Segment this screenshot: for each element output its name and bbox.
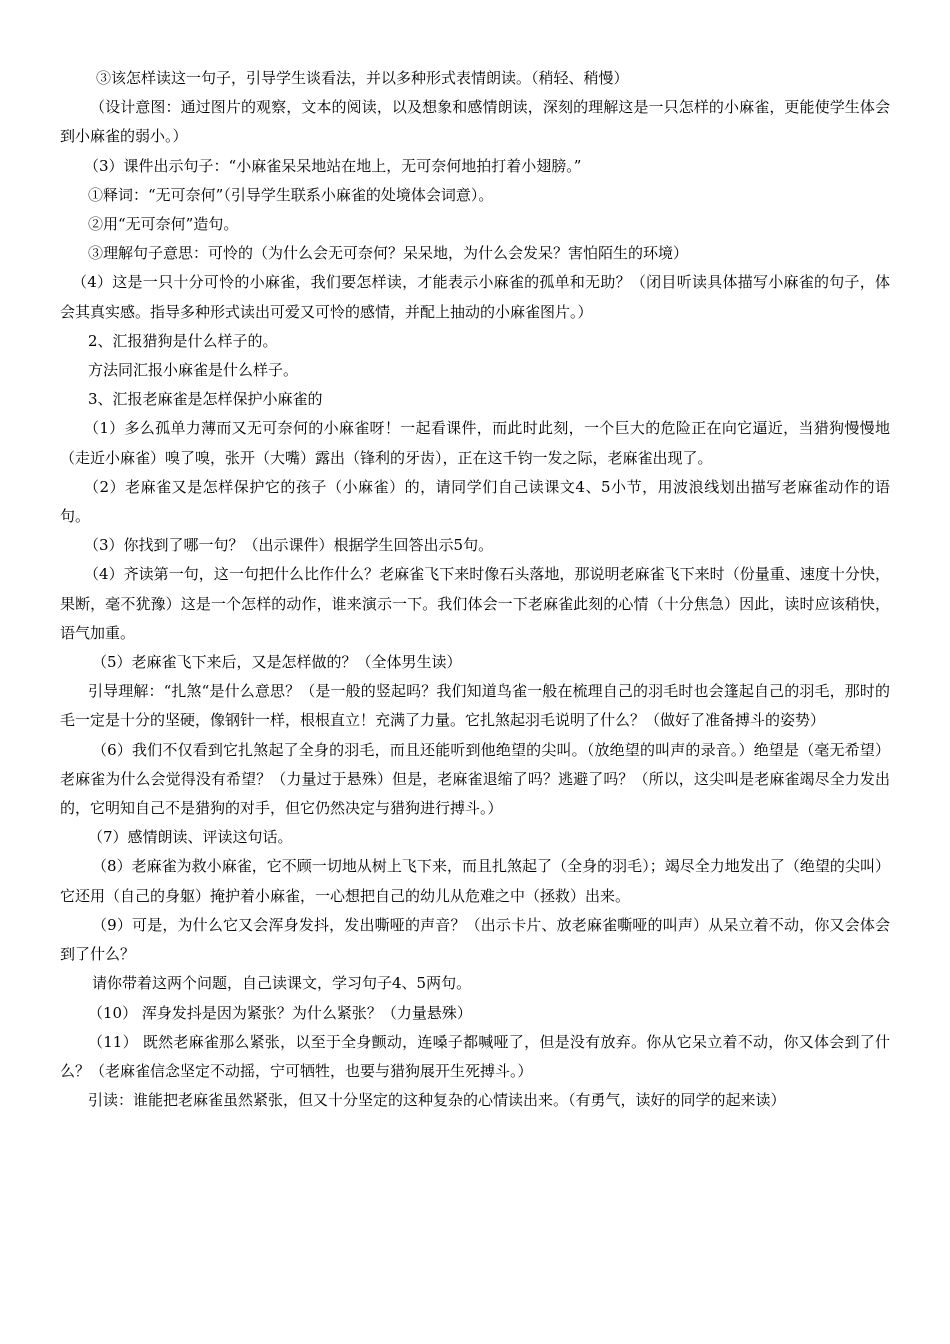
paragraph: 请你带着这两个问题，自己读课文，学习句子4、5两句。 bbox=[92, 974, 472, 993]
paragraph: （6）我们不仅看到它扎煞起了全身的羽毛，而且还能听到他绝望的尖叫。（放绝望的叫声的录音。）绝望是（毫无希望）老麻雀为什么会觉得没有希望？（力量过于悬殊）但是，老麻雀退缩了吗？逃避了吗？（所以，这尖叫是老麻雀竭尽全力发出的，它明知自己不是猎狗的对手，但它仍然决定与猎狗进行搏斗。） bbox=[60, 740, 890, 818]
paragraph: （5）老麻雀飞下来后，又是怎样做的？（全体男生读） bbox=[92, 653, 462, 672]
paragraph: （7）感情朗读、评读这句话。 bbox=[88, 828, 293, 847]
paragraph: 方法同汇报小麻雀是什么样子。 bbox=[88, 361, 299, 380]
document-page bbox=[60, 64, 890, 1115]
paragraph: （10） 浑身发抖是因为紧张？为什么紧张？（力量悬殊） bbox=[88, 1003, 472, 1022]
paragraph: （2）老麻雀又是怎样保护它的孩子（小麻雀）的，请同学们自己读课文4、5小节，用波浪线划出描写老麻雀动作的语句。 bbox=[60, 477, 890, 526]
paragraph: （9）可是，为什么它又会浑身发抖，发出嘶哑的声音？（出示卡片、放老麻雀嘶哑的叫声）从呆立着不动，你又会体会到了什么？ bbox=[60, 915, 890, 964]
paragraph: 引读：谁能把老麻雀虽然紧张，但又十分坚定的这种复杂的心情读出来。（有勇气，读好的同学的起来读） bbox=[88, 1091, 786, 1110]
paragraph: （11） 既然老麻雀那么紧张，以至于全身颤动，连嗓子都喊哑了，但是没有放弃。你从它呆立着不动，你又体会到了什么？（老麻雀信念坚定不动摇，宁可牺牲，也要与猎狗展开生死搏斗。） bbox=[60, 1032, 890, 1080]
paragraph: （4）齐读第一句，这一句把什么比作什么？老麻雀飞下来时像石头落地，那说明老麻雀飞下来时（份量重、速度十分快，果断，毫不犹豫）这是一个怎样的动作，谁来演示一下。我们体会一下老麻雀此刻的心情（十分焦急）因此，读时应该稍快，语气加重。 bbox=[60, 565, 890, 642]
paragraph: （3）课件出示句子：“小麻雀呆呆地站在地上，无可奈何地拍打着小翅膀。” bbox=[84, 156, 582, 175]
paragraph: 2、汇报猎狗是什么样子的。 bbox=[88, 331, 278, 350]
paragraph: （1）多么孤单力薄而又无可奈何的小麻雀呀！一起看课件，而此时此刻，一个巨大的危险正在向它逼近，当猎狗慢慢地（走近小麻雀）嗅了嗅，张开（大嘴）露出（锋利的牙齿），正在这千钧一发之际，老麻雀出现了。 bbox=[60, 419, 890, 467]
paragraph: （设计意图：通过图片的观察，文本的阅读，以及想象和感情朗读，深刻的理解这是一只怎样的小麻雀，更能使学生体会到小麻雀的弱小。） bbox=[60, 98, 890, 146]
paragraph: ②用“无可奈何”造句。 bbox=[88, 215, 239, 234]
paragraph: （3）你找到了哪一句？（出示课件）根据学生回答出示5句。 bbox=[84, 536, 494, 555]
paragraph: 3、汇报老麻雀是怎样保护小麻雀的 bbox=[88, 390, 323, 409]
paragraph: ③该怎样读这一句子，引导学生谈看法，并以多种形式表情朗读。（稍轻、稍慢） bbox=[96, 69, 629, 87]
paragraph: （8）老麻雀为救小麻雀，它不顾一切地从树上飞下来，而且扎煞起了（全身的羽毛）；竭尽全力地发出了（绝望的尖叫）它还用（自己的身躯）掩护着小麻雀，一心想把自己的幼儿从危难之中（拯救）出来。 bbox=[60, 857, 890, 905]
paragraph: 引导理解：“扎煞“是什么意思？（是一般的竖起吗？我们知道鸟雀一般在梳理自己的羽毛时也会篷起自己的羽毛，那时的毛一定是十分的坚硬，像钢针一样，根根直立！充满了力量。它扎煞起羽毛说明了什么？（做好了准备搏斗的姿势） bbox=[60, 682, 890, 730]
paragraph: （4）这是一只十分可怜的小麻雀，我们要怎样读，才能表示小麻雀的孤单和无助？（闭目听读具体描写小麻雀的句子，体会其真实感。指导多种形式读出可爱又可怜的感情，并配上抽动的小麻雀图片。） bbox=[60, 273, 890, 321]
paragraph: ③理解句子意思：可怜的（为什么会无可奈何？呆呆地，为什么会发呆？害怕陌生的环境） bbox=[88, 244, 689, 263]
paragraph: ①释词：“无可奈何”（引导学生联系小麻雀的处境体会词意）。 bbox=[88, 185, 494, 204]
